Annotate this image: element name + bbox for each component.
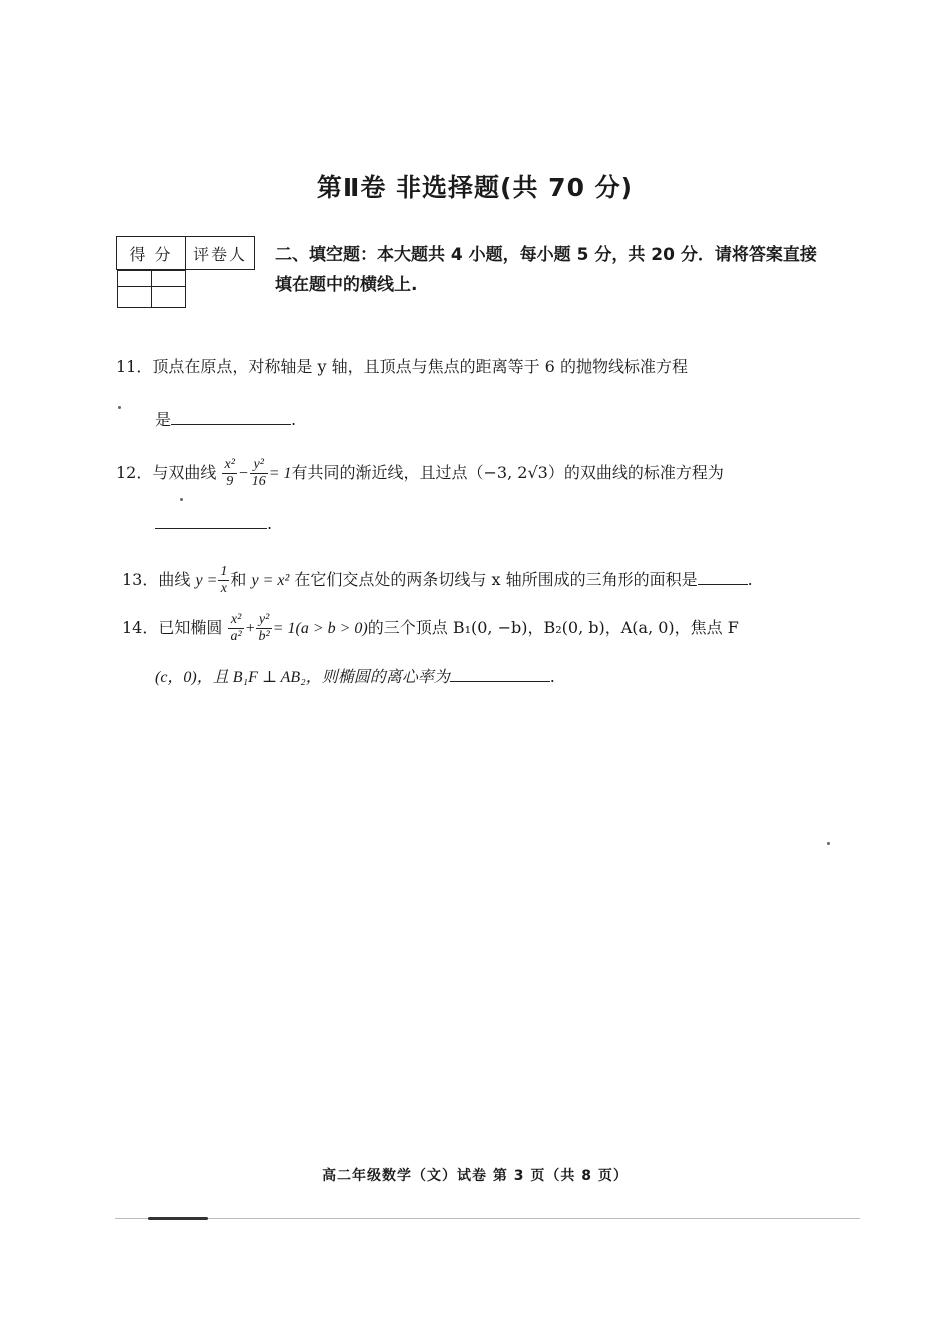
fraction-denominator: 16 [251,474,266,489]
grader-label: 评卷人 [186,237,255,270]
question-11-line1 [116,355,688,379]
question-14-number: 14． [122,618,159,637]
fraction-x2-over-a2 [228,612,243,645]
section-instructions: 二、填空题：本大题共 4 小题，每小题 5 分，共 20 分．请将答案直接填在题中的横线上. [275,245,817,295]
question-12-line2: . [155,512,272,536]
fraction-denominator: 9 [226,474,234,489]
page-footer: 高二年级数学（文）试卷 第 3 页（共 8 页） [322,1168,628,1184]
question-11-line2: 是 . [155,410,297,429]
fraction-numerator: y² [256,612,271,629]
question-12-number: 12． [116,463,153,482]
score-label: 得 分 [117,237,186,270]
scan-speck [827,842,830,845]
answer-blank-11[interactable] [171,408,291,425]
fraction-numerator: x² [228,612,243,629]
fraction-numerator: y² [250,457,268,474]
fraction-denominator: a² [230,629,242,644]
question-12-post: 有共同的渐近线，且过点（−3, 2√3）的双曲线的标准方程为 [291,463,724,482]
question-11-text: 顶点在原点，对称轴是 y 轴，且顶点与焦点的距离等于 6 的抛物线标准方程 [152,357,688,376]
fraction-x2-over-9 [222,457,236,490]
curve-y-equals-x2: y = x² [251,572,290,589]
equals-one: = 1 [268,465,292,482]
question-11-text-2: 是 [155,410,172,429]
answer-blank-12[interactable] [155,512,267,529]
ellipse-condition: = 1(a > b > 0) [272,620,368,637]
bottom-divider [115,1218,860,1219]
scan-speck [180,498,183,501]
curve-y-equals: y = [195,572,218,589]
fraction-y2-over-16 [250,457,268,490]
question-14-line2: (c，0)，且 B₁F ⊥ AB₂，则椭圆的离心率为 . [155,667,555,686]
question-14-text-2: (c，0)，且 B₁F ⊥ AB₂，则椭圆的离心率为 [155,669,450,686]
fraction-y2-over-b2 [256,612,271,645]
plus-sign: + [244,620,256,637]
question-12-line1 [116,453,724,494]
question-14-post: 的三个顶点 B₁(0, −b)，B₂(0, b)，A(a, 0)，焦点 F [367,618,739,637]
scan-speck [118,406,121,409]
answer-blank-14[interactable] [450,665,550,682]
question-13-post: 在它们交点处的两条切线与 x 轴所围成的三角形的面积是 [294,570,698,589]
question-12-pre: 与双曲线 [152,463,217,482]
question-14-line1 [122,608,739,649]
fraction-numerator: x² [224,457,235,472]
score-cell[interactable] [117,271,151,308]
bottom-divider-mark [148,1217,208,1220]
score-table [116,236,255,291]
minus-sign: − [237,465,249,482]
fraction-denominator: b² [258,629,270,644]
question-14-pre: 已知椭圆 [158,618,223,637]
grader-cell[interactable] [151,271,185,308]
question-11-number: 11． [116,357,153,376]
answer-blank-13[interactable] [698,568,748,585]
fraction-denominator: x [220,581,227,596]
question-13-pre: 曲线 [158,570,191,589]
fraction-numerator: 1 [220,564,228,579]
question-13-number: 13． [122,570,159,589]
fraction-1-over-x [218,564,229,597]
question-13-line: 13．曲线 y = $\frac{1}{x}$ 和 y = x² 在它们交点处的两条切线与 x 轴所围成的三角形的面积是 . [122,564,753,596]
question-13-mid: 和 [230,570,247,589]
section-title: 第Ⅱ卷 非选择题(共 70 分) [316,173,634,202]
